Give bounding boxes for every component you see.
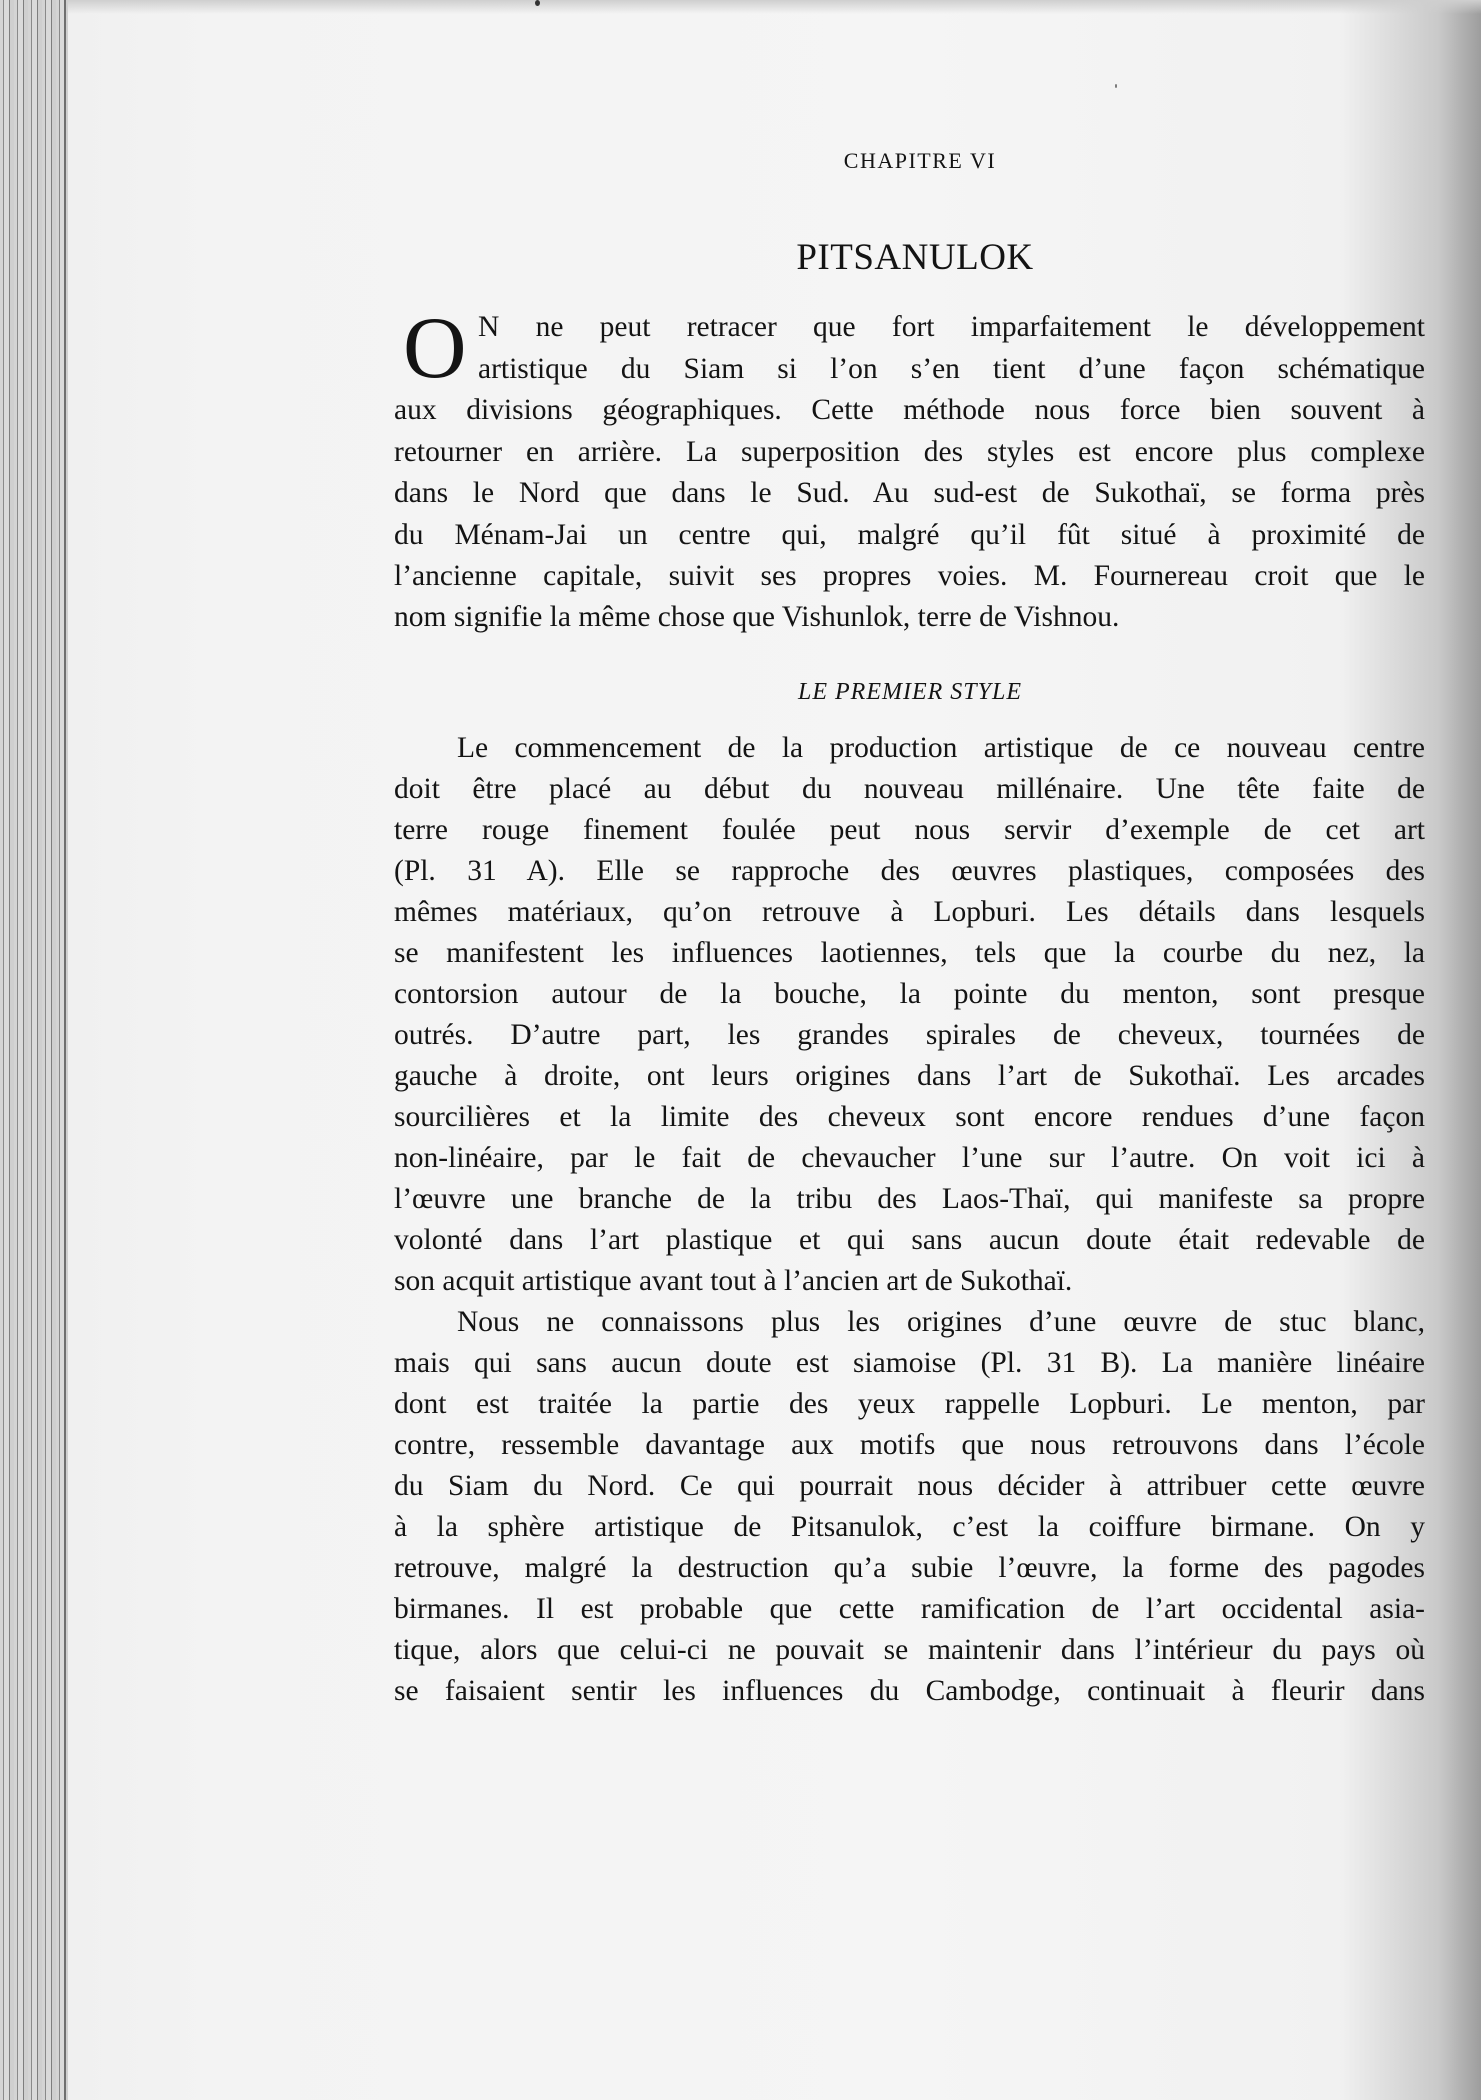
ink-speck bbox=[1115, 84, 1117, 88]
paragraph-line: dont est traitée la partie des yeux rappelle Lopburi. Le menton, par bbox=[394, 1388, 1425, 1420]
paragraph-line: volonté dans l’art plastique et qui sans aucun doute était redevable de bbox=[394, 1224, 1425, 1256]
paragraph-line: se manifestent les influences laotiennes, tels que la courbe du nez, la bbox=[394, 937, 1425, 969]
paragraph-line: se faisaient sentir les influences du Cambodge, continuait à fleurir dans bbox=[394, 1675, 1425, 1707]
paragraph-line: outrés. D’autre part, les grandes spirales de cheveux, tournées de bbox=[394, 1019, 1425, 1051]
paragraph-line: tique, alors que celui-ci ne pouvait se maintenir dans l’intérieur du pays où bbox=[394, 1634, 1425, 1666]
paragraph-line: birmanes. Il est probable que cette ramification de l’art occidental asia- bbox=[394, 1593, 1425, 1625]
intro-line: l’ancienne capitale, suivit ses propres voies. M. Fournereau croit que le bbox=[394, 560, 1425, 592]
paragraph-line: terre rouge finement foulée peut nous servir d’exemple de cet art bbox=[394, 814, 1425, 846]
paragraph-line: son acquit artistique avant tout à l’ancien art de Sukothaï. bbox=[394, 1265, 1073, 1297]
paragraph-line: gauche à droite, ont leurs origines dans l’art de Sukothaï. Les arcades bbox=[394, 1060, 1425, 1092]
paragraph-line: (Pl. 31 A). Elle se rapproche des œuvres plastiques, composées des bbox=[394, 855, 1425, 887]
intro-line: artistique du Siam si l’on s’en tient d’une façon schématique bbox=[478, 353, 1425, 385]
paragraph-line: sourcilières et la limite des cheveux sont encore rendues d’une façon bbox=[394, 1101, 1425, 1133]
intro-line: du Ménam-Jai un centre qui, malgré qu’il fût situé à proximité de bbox=[394, 519, 1425, 551]
paragraph-line: contorsion autour de la bouche, la pointe du menton, sont presque bbox=[394, 978, 1425, 1010]
intro-line: dans le Nord que dans le Sud. Au sud-est de Sukothaï, se forma près bbox=[394, 477, 1425, 509]
chapter-title: PITSANULOK bbox=[796, 237, 1034, 278]
ink-speck bbox=[535, 0, 540, 6]
section-heading: LE PREMIER STYLE bbox=[798, 679, 1022, 705]
paragraph-line: retrouve, malgré la destruction qu’a subie l’œuvre, la forme des pagodes bbox=[394, 1552, 1425, 1584]
intro-line: N ne peut retracer que fort imparfaitement le développement bbox=[478, 311, 1425, 343]
paragraph-line: mais qui sans aucun doute est siamoise (Pl. 31 B). La manière linéaire bbox=[394, 1347, 1425, 1379]
page-stack-edge bbox=[0, 0, 68, 2100]
paragraph-line: Le commencement de la production artistique de ce nouveau centre bbox=[457, 732, 1425, 764]
intro-line: retourner en arrière. La superposition des styles est encore plus complexe bbox=[394, 436, 1425, 468]
page-top-shadow bbox=[68, 0, 1481, 14]
paragraph-line: l’œuvre une branche de la tribu des Laos-Thaï, qui manifeste sa propre bbox=[394, 1183, 1425, 1215]
paragraph-line: doit être placé au début du nouveau millénaire. Une tête faite de bbox=[394, 773, 1425, 805]
paragraph-line: mêmes matériaux, qu’on retrouve à Lopburi. Les détails dans lesquels bbox=[394, 896, 1425, 928]
chapter-label: CHAPITRE VI bbox=[843, 148, 997, 173]
paragraph-line: non-linéaire, par le fait de chevaucher l’une sur l’autre. On voit ici à bbox=[394, 1142, 1425, 1174]
paragraph-line: contre, ressemble davantage aux motifs que nous retrouvons dans l’école bbox=[394, 1429, 1425, 1461]
intro-line: nom signifie la même chose que Vishunlok, terre de Vishnou. bbox=[394, 601, 1120, 633]
paragraph-line: à la sphère artistique de Pitsanulok, c’est la coiffure birmane. On y bbox=[394, 1511, 1425, 1543]
paragraph-line: du Siam du Nord. Ce qui pourrait nous décider à attribuer cette œuvre bbox=[394, 1470, 1425, 1502]
paragraph-line: Nous ne connaissons plus les origines d’une œuvre de stuc blanc, bbox=[457, 1306, 1425, 1338]
intro-line: aux divisions géographiques. Cette méthode nous force bien souvent à bbox=[394, 394, 1425, 426]
drop-cap: O bbox=[403, 300, 467, 397]
